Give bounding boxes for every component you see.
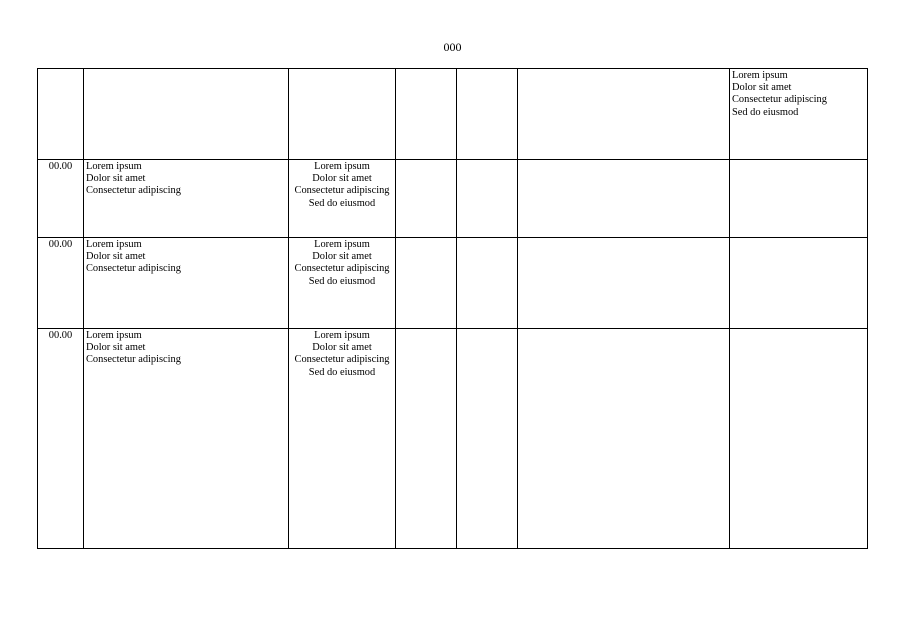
empty-cell xyxy=(396,69,457,160)
note-cell xyxy=(730,238,868,329)
cell-line: Consectetur adipiscing xyxy=(294,263,390,275)
empty-cell xyxy=(457,160,518,238)
empty-cell xyxy=(396,160,457,238)
cell-line: Dolor sit amet xyxy=(732,82,792,94)
row-number-cell: 00.00 xyxy=(38,329,84,549)
note-cell xyxy=(730,160,868,238)
empty-cell xyxy=(518,329,730,549)
cell-line: Dolor sit amet xyxy=(86,251,146,263)
empty-cell xyxy=(457,238,518,329)
cell-line: Lorem ipsum xyxy=(86,239,142,250)
cell-line: Consectetur adipiscing xyxy=(732,94,827,106)
cell-line: Dolor sit amet xyxy=(312,342,372,354)
page-number: 000 xyxy=(443,40,462,54)
empty-cell xyxy=(518,160,730,238)
table-row xyxy=(38,69,868,160)
cell-line: Dolor sit amet xyxy=(86,173,146,185)
cell-line: Sed do eiusmod xyxy=(308,197,376,209)
cell-line: Lorem ipsum xyxy=(314,330,370,341)
row-number-cell: 00.00 xyxy=(38,238,84,329)
executor-cell xyxy=(289,329,396,549)
cell-line: Sed do eiusmod xyxy=(308,275,376,287)
note-cell xyxy=(730,69,868,160)
cell-line: Lorem ipsum xyxy=(86,330,142,341)
cell-line: Lorem ipsum xyxy=(314,161,370,172)
empty-cell xyxy=(457,69,518,160)
cell-line: Dolor sit amet xyxy=(312,251,372,263)
table-row xyxy=(38,160,868,238)
cell-line: Consectetur adipiscing xyxy=(86,354,181,366)
cell-line: Consectetur adipiscing xyxy=(294,354,390,366)
cell-line: Dolor sit amet xyxy=(312,173,372,185)
note-cell xyxy=(730,329,868,549)
executor-cell xyxy=(289,69,396,160)
activity-cell xyxy=(84,69,289,160)
cell-line: Sed do eiusmod xyxy=(308,366,376,378)
cell-line: Lorem ipsum xyxy=(86,161,142,172)
executor-cell xyxy=(289,160,396,238)
activity-cell xyxy=(84,160,289,238)
activity-cell xyxy=(84,329,289,549)
cell-line: Consectetur adipiscing xyxy=(86,263,181,275)
cell-line: Consectetur adipiscing xyxy=(86,185,181,197)
empty-cell xyxy=(518,238,730,329)
cell-line: Lorem ipsum xyxy=(732,70,788,81)
table-row xyxy=(38,329,868,549)
cell-line: Sed do eiusmod xyxy=(732,106,799,118)
activity-cell xyxy=(84,238,289,329)
cell-line: Lorem ipsum xyxy=(314,239,370,250)
row-number-cell: 00.00 xyxy=(38,160,84,238)
cell-line: Dolor sit amet xyxy=(86,342,146,354)
cell-line: Consectetur adipiscing xyxy=(294,185,390,197)
empty-cell xyxy=(396,329,457,549)
empty-cell xyxy=(518,69,730,160)
table-row xyxy=(38,238,868,329)
row-number-cell xyxy=(38,69,84,160)
empty-cell xyxy=(396,238,457,329)
document-table xyxy=(37,68,868,549)
executor-cell xyxy=(289,238,396,329)
empty-cell xyxy=(457,329,518,549)
